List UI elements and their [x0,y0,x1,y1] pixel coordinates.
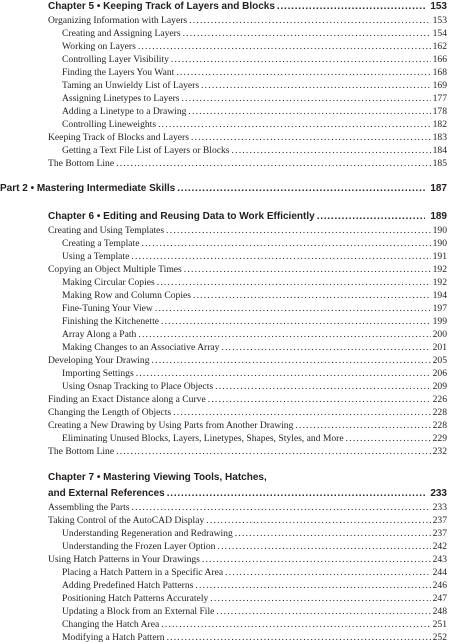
dot-leader [136,367,431,380]
toc-entry-title: Creating and Using Templates [48,225,165,236]
toc-page-number: 209 [432,381,447,392]
toc-entry[interactable] [62,289,447,302]
dot-leader [193,289,431,302]
toc-entry-title: Taming an Unwieldy List of Layers [62,80,200,91]
toc-page-number: 243 [432,554,447,565]
toc-page-number: 244 [432,567,447,578]
toc-page-number: 251 [432,619,447,630]
toc-chapter-heading[interactable] [48,0,447,14]
toc-entry-title: Using Osnap Tracking to Place Objects [62,381,214,392]
dot-leader [116,157,431,170]
dot-leader [116,445,431,458]
dot-leader [167,487,425,501]
toc-entry-title: Making Circular Copies [62,277,155,288]
toc-page-number: 252 [432,632,447,643]
toc-page-number: 191 [432,251,447,262]
toc-entry[interactable] [62,27,447,40]
toc-page-number: 205 [432,355,447,366]
toc-entry[interactable] [62,250,447,263]
toc-entry-title: Importing Settings [62,368,134,379]
toc-entry-title: Making Changes to an Associative Array [62,342,220,353]
toc-entry-title: Finding the Layers You Want [62,67,175,78]
dot-leader [141,237,430,250]
toc-entry-title: Finishing the Kitchenette [62,316,159,327]
toc-entry[interactable] [62,380,447,393]
toc-entry[interactable] [48,419,447,432]
toc-entry[interactable] [62,105,447,118]
toc-page-number: 237 [432,515,447,526]
toc-chapter-heading[interactable] [48,210,447,224]
toc-entry-title: Assigning Linetypes to Layers [62,93,180,104]
toc-entry-title: The Bottom Line [48,446,115,457]
dot-leader [208,393,431,406]
dot-leader [317,210,425,224]
toc-entry-title: Developing Your Drawing [48,355,150,366]
toc-page-number: 248 [432,606,447,617]
toc-page-number: 184 [432,145,447,156]
toc-entry[interactable] [48,553,447,566]
toc-page-number: 233 [432,502,447,513]
toc-part-heading[interactable] [0,182,447,196]
toc-entry[interactable] [62,540,447,553]
toc-page-number: 237 [432,528,447,539]
toc-page-number: 153 [432,15,447,26]
toc-entry-title: Creating and Assigning Layers [62,28,181,39]
toc-entry[interactable] [62,605,447,618]
toc-page-number: 242 [432,541,447,552]
toc-page-number: 247 [432,593,447,604]
toc-entry-title: Placing a Hatch Pattern in a Specific Area [62,567,224,578]
dot-leader [166,224,430,237]
dot-leader [295,419,430,432]
toc-chapter-heading[interactable] [48,487,447,501]
toc-entry-title: Changing the Length of Objects [48,407,172,418]
dot-leader [277,0,425,14]
toc-entry[interactable] [48,14,447,27]
toc-entry-title: Controlling Layer Visibility [62,54,169,65]
toc-page-number: 189 [430,211,447,222]
toc-entry[interactable] [48,393,447,406]
toc-entry[interactable] [48,445,447,458]
toc-page-number: 168 [432,67,447,78]
toc-page-number: 187 [430,183,447,194]
toc-entry-title: Getting a Text File List of Layers or Blocks [62,145,230,156]
toc-entry[interactable] [62,79,447,92]
toc-entry-title: Modifying a Hatch Pattern [62,632,165,643]
dot-leader [189,14,430,27]
toc-entry-title: Positioning Hatch Patterns Accurately [62,593,209,604]
toc-entry-title: Taking Control of the AutoCAD Display [48,515,205,526]
dot-leader [152,354,431,367]
dot-leader [215,380,431,393]
dot-leader [155,302,431,315]
toc-page-number: 185 [432,158,447,169]
toc-entry[interactable] [62,315,447,328]
toc-entry[interactable] [62,40,447,53]
toc-page-number: 154 [432,28,447,39]
dot-leader [171,53,431,66]
toc-page-number: 200 [432,329,447,340]
toc-entry[interactable] [48,354,447,367]
toc-page-number: 246 [432,580,447,591]
toc-entry-title: Making Row and Column Copies [62,290,191,301]
toc-page-number: 232 [432,446,447,457]
toc-entry-title: and External References [48,488,165,499]
toc-entry[interactable] [48,157,447,170]
toc-page-number: 201 [432,342,447,353]
dot-leader [201,79,431,92]
toc-entry-title: Creating a Template [62,238,140,249]
toc-entry-title: Chapter 7 • Mastering Viewing Tools, Hatches, [48,472,267,483]
toc-entry-title: Part 2 • Mastering Intermediate Skills [0,183,176,194]
toc-entry[interactable] [62,276,447,289]
toc-entry[interactable] [62,118,447,131]
toc-entry[interactable] [62,302,447,315]
toc-entry-title: Updating a Block from an External File [62,606,215,617]
dot-leader [195,579,430,592]
toc-page-number: 178 [432,106,447,117]
toc-page-number: 206 [432,368,447,379]
dot-leader [188,105,430,118]
toc-entry[interactable] [62,53,447,66]
toc-page-number: 199 [432,316,447,327]
dot-leader [210,592,430,605]
toc-entry-title: Copying an Object Multiple Times [48,264,182,275]
toc-entry-title: Working on Layers [62,41,136,52]
toc-entry-title: Assembling the Parts [48,502,130,513]
toc-entry[interactable] [48,131,447,144]
toc-page-number: 233 [430,488,447,499]
toc-entry[interactable] [62,237,447,250]
toc-page-number: 153 [430,1,447,12]
dot-leader [173,406,431,419]
toc-entry[interactable] [62,579,447,592]
toc-page-number: 182 [432,119,447,130]
dot-leader [221,341,430,354]
toc-entry-title: Adding a Linetype to a Drawing [62,106,187,117]
toc-entry[interactable] [62,66,447,79]
toc-entry[interactable] [62,432,447,445]
dot-leader [158,118,431,131]
toc-entry-title: Changing the Hatch Area [62,619,160,630]
toc-page-number: 183 [432,132,447,143]
dot-leader [232,144,431,157]
dot-leader [202,553,431,566]
toc-entry-title: The Bottom Line [48,158,115,169]
toc-entry-title: Chapter 5 • Keeping Track of Layers and Blocks [48,1,275,12]
toc-entry[interactable] [48,263,447,276]
toc-entry-title: Understanding Regeneration and Redrawing [62,528,233,539]
dot-leader [217,540,430,553]
toc-entry[interactable] [62,367,447,380]
dot-leader [157,276,431,289]
toc-entry[interactable] [48,501,447,514]
toc-entry-title: Adding Predefined Hatch Patterns [62,580,194,591]
toc-page-number: 190 [432,238,447,249]
toc-entry-title: Keeping Track of Blocks and Layers [48,132,189,143]
toc-page-number: 192 [432,264,447,275]
toc-entry[interactable] [62,328,447,341]
toc-entry[interactable] [62,631,447,643]
toc-entry-title: Controlling Lineweights [62,119,157,130]
dot-leader [235,527,431,540]
toc-page-number: 166 [432,54,447,65]
toc-entry[interactable] [62,341,447,354]
toc-entry-title: Using a Template [62,251,130,262]
toc-entry[interactable] [62,92,447,105]
toc-entry-title: Using Hatch Patterns in Your Drawings [48,554,200,565]
dot-leader [167,631,431,643]
toc-page-number: 197 [432,303,447,314]
toc-entry[interactable] [48,224,447,237]
dot-leader [138,328,430,341]
toc-entry-title: Eliminating Unused Blocks, Layers, Linetypes, Shapes, Styles, and More [62,433,344,444]
toc-page-number: 229 [432,433,447,444]
toc-entry-title: Understanding the Frozen Layer Option [62,541,216,552]
dot-leader [132,501,431,514]
toc-page-number: 226 [432,394,447,405]
toc-entry[interactable] [62,527,447,540]
toc-entry-title: Array Along a Path [62,329,137,340]
dot-leader [183,27,431,40]
dot-leader [131,250,430,263]
dot-leader [184,263,431,276]
toc-entry-title: Organizing Information with Layers [48,15,188,26]
toc-page-number: 190 [432,225,447,236]
dot-leader [182,92,431,105]
dot-leader [346,432,431,445]
toc-page-number: 177 [432,93,447,104]
dot-leader [176,66,430,79]
toc-entry-title: Finding an Exact Distance along a Curve [48,394,206,405]
dot-leader [191,131,431,144]
dot-leader [161,618,430,631]
toc-entry-title: Creating a New Drawing by Using Parts from Another Drawing [48,420,294,431]
toc-entry[interactable] [48,406,447,419]
toc-entry[interactable] [62,592,447,605]
toc-page-number: 162 [432,41,447,52]
toc-entry-title: Fine-Tuning Your View [62,303,153,314]
toc-entry[interactable] [62,618,447,631]
dot-leader [177,182,425,196]
toc-chapter-heading[interactable] [48,471,447,485]
toc-entry[interactable] [62,566,447,579]
toc-page-number: 228 [432,407,447,418]
toc-entry-title: Chapter 6 • Editing and Reusing Data to Work Efficiently [48,211,315,222]
toc-page-number: 228 [432,420,447,431]
toc-entry[interactable] [62,144,447,157]
toc-entry[interactable] [48,514,447,527]
toc-page-number: 192 [432,277,447,288]
dot-leader [138,40,431,53]
dot-leader [225,566,430,579]
dot-leader [206,514,430,527]
toc-page-number: 169 [432,80,447,91]
toc-page-number: 194 [432,290,447,301]
dot-leader [161,315,431,328]
dot-leader [216,605,430,618]
